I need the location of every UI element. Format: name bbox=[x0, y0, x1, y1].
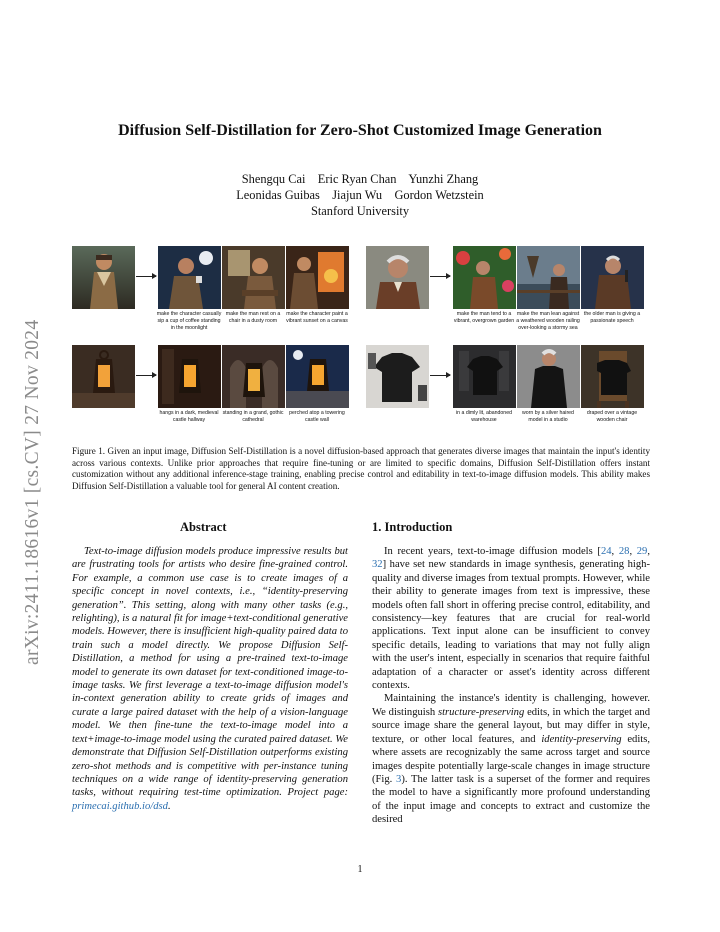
figure-reference-link[interactable]: 3 bbox=[396, 773, 402, 785]
output-image-studio-model bbox=[517, 345, 580, 408]
arrow-icon bbox=[136, 276, 156, 277]
intro-text: In recent years, text-to-image diffusion models [ bbox=[384, 546, 601, 557]
figure-caption-cell: make the character casually sip a cup of coffee standing in the moonlight bbox=[156, 311, 222, 331]
figure-caption-cell: worn by a silver haired model in a studio bbox=[522, 410, 574, 423]
intro-text: , bbox=[611, 546, 619, 557]
figure-caption-cell: perched atop a towering castle wall bbox=[289, 410, 345, 423]
intro-text: , bbox=[647, 546, 650, 557]
abstract-text: Text-to-image diffusion models produce impressive results but are frustrating tools for artists who desire fine-grained control. For example, a common use case is to create images of a specific concept in novel contexts, i.e., “identity-preserving generation”. This setting, along with many other tasks (e.g., relighting), is a natural fit for image+text-conditional generative models. However, there is insufficient high-quality paired data to train such a model directly. We propose Diffusion Self-Distillation, a method for using a pre-trained text-to-image model to generate its own dataset for text-conditioned image-to-image tasks. We first leverage a text-to-image diffusion model's in-context generation ability to create grids of images and curate a large paired dataset with the help of a vision-language model. We then fine-tune the text-to-image model into a text+image-to-image model using the curated paired dataset. We demonstrate that Diffusion Self-Distillation outperforms existing zero-shot methods and is competitive with per-instance tuning techniques on a wide range of identity-preserving generation tasks, without requiring test-time optimization. Project page: bbox=[72, 546, 348, 799]
output-image-dusty-room bbox=[222, 246, 285, 309]
abstract-body bbox=[72, 545, 348, 813]
input-image-adventurer bbox=[72, 246, 135, 309]
output-image-castle-hallway bbox=[158, 345, 221, 408]
affiliation: Stanford University bbox=[310, 204, 410, 218]
intro-text: ). The latter task is a superset of the former and requires the model to have a significantly more profound understanding of the input image and concepts to extract and customize the desired bbox=[372, 773, 650, 826]
abstract-heading: Abstract bbox=[180, 520, 227, 534]
input-image-tshirt bbox=[366, 345, 429, 408]
figure-row-1 bbox=[72, 246, 648, 343]
author-line-1: Shengqu Cai Eric Ryan Chan Yunzhi Zhang bbox=[241, 172, 479, 186]
output-image-speech bbox=[581, 246, 644, 309]
output-image-castle-wall bbox=[286, 345, 349, 408]
output-image-warehouse bbox=[453, 345, 516, 408]
intro-text: ] have set new standards in image synthesis, generating high-quality and diverse images from textual prompts. However, while their ability to generate images from text is impressive, these models often fall short in offering precise control, editability, and consistency—key features that are crucial for real-world applications. Text input alone can be insufficient to convey specific details, leading to variations that may not fully align with the user's intent, especially in scenarios that require faithful adaptation of a character or asset's identity across different contexts. bbox=[372, 559, 650, 692]
figure-caption-cell: the older man is giving a passionate speech bbox=[583, 311, 641, 324]
figure-caption-cell: draped over a vintage wooden chair bbox=[586, 410, 638, 423]
emphasis-text: structure-preserving bbox=[437, 706, 525, 718]
arxiv-stamp: arXiv:2411.18616v1 [cs.CV] 27 Nov 2024 bbox=[22, 319, 43, 665]
intro-paragraph-1 bbox=[372, 545, 650, 692]
output-image-moonlight bbox=[158, 246, 221, 309]
figure-caption-cell: make the character paint a vibrant sunset on a canvas bbox=[286, 311, 348, 324]
input-image-lantern bbox=[72, 345, 135, 408]
figure-caption-cell: make the man tend to a vibrant, overgrown garden bbox=[453, 311, 515, 324]
figure-caption: Figure 1. Given an input image, Diffusion Self-Distillation is a novel diffusion-based approach that generates diverse images that maintain the input's identity across various contexts. Unlike prior approaches that require fine-tuning or are limited to specific domains, Diffusion Self-Distillation offers instant customization without any additional inference-stage training, enabling precise control and editability in text-to-image diffusion models. This ability makes Diffusion Self-Distillation a valuable tool for general AI content creation. bbox=[72, 446, 650, 491]
arrow-icon bbox=[136, 375, 156, 376]
output-image-stormy-sea bbox=[517, 246, 580, 309]
project-page-link[interactable]: primecai.github.io/dsd bbox=[72, 800, 168, 812]
arrow-icon bbox=[430, 375, 450, 376]
citation-link[interactable]: 32 bbox=[372, 559, 383, 571]
citation-link[interactable]: 29 bbox=[636, 546, 648, 557]
figure-caption-cell: in a dimly lit, abandoned warehouse bbox=[456, 410, 512, 423]
page-number: 1 bbox=[357, 864, 363, 875]
emphasis-text: identity-preserving bbox=[541, 733, 622, 745]
output-image-wooden-chair bbox=[581, 345, 644, 408]
intro-text: Maintaining the instance's identity is challenging, however. We distinguish bbox=[372, 693, 650, 718]
author-line-2: Leonidas Guibas Jiajun Wu Gordon Wetzstein bbox=[236, 188, 484, 202]
figure-caption-cell: hangs in a dark, medieval castle hallway bbox=[159, 410, 219, 423]
author-block bbox=[0, 171, 720, 219]
output-image-garden bbox=[453, 246, 516, 309]
figure-row-2 bbox=[72, 345, 648, 442]
figure-caption-cell: standing in a grand, gothic cathedral bbox=[222, 410, 284, 423]
input-image-older-man bbox=[366, 246, 429, 309]
intro-text: , bbox=[629, 546, 637, 557]
citation-link[interactable]: 24 bbox=[600, 546, 612, 557]
figure-caption-cell: make the man rest on a chair in a dusty room bbox=[225, 311, 281, 324]
output-image-cathedral bbox=[222, 345, 285, 408]
figure-caption-cell: make the man lean against a weathered wooden railing over-looking a stormy sea bbox=[516, 311, 580, 331]
arrow-icon bbox=[430, 276, 450, 277]
abstract-end: . bbox=[167, 800, 171, 812]
intro-text: edits, in which the target and source image share the general layout, but may differ in style, texture, or other local features, and bbox=[372, 706, 650, 745]
citation-link[interactable]: 28 bbox=[618, 546, 630, 557]
output-image-painting bbox=[286, 246, 349, 309]
intro-text: edits, where assets are recognizably the same across target and source images despite potentially large-scale changes in image structure (Fig. bbox=[372, 733, 650, 785]
paper-title: Diffusion Self-Distillation for Zero-Shot Customized Image Generation bbox=[118, 122, 602, 139]
section-heading: 1. Introduction bbox=[372, 520, 453, 534]
intro-body bbox=[372, 545, 650, 827]
intro-paragraph-2 bbox=[372, 692, 650, 826]
figure-1 bbox=[72, 246, 648, 441]
